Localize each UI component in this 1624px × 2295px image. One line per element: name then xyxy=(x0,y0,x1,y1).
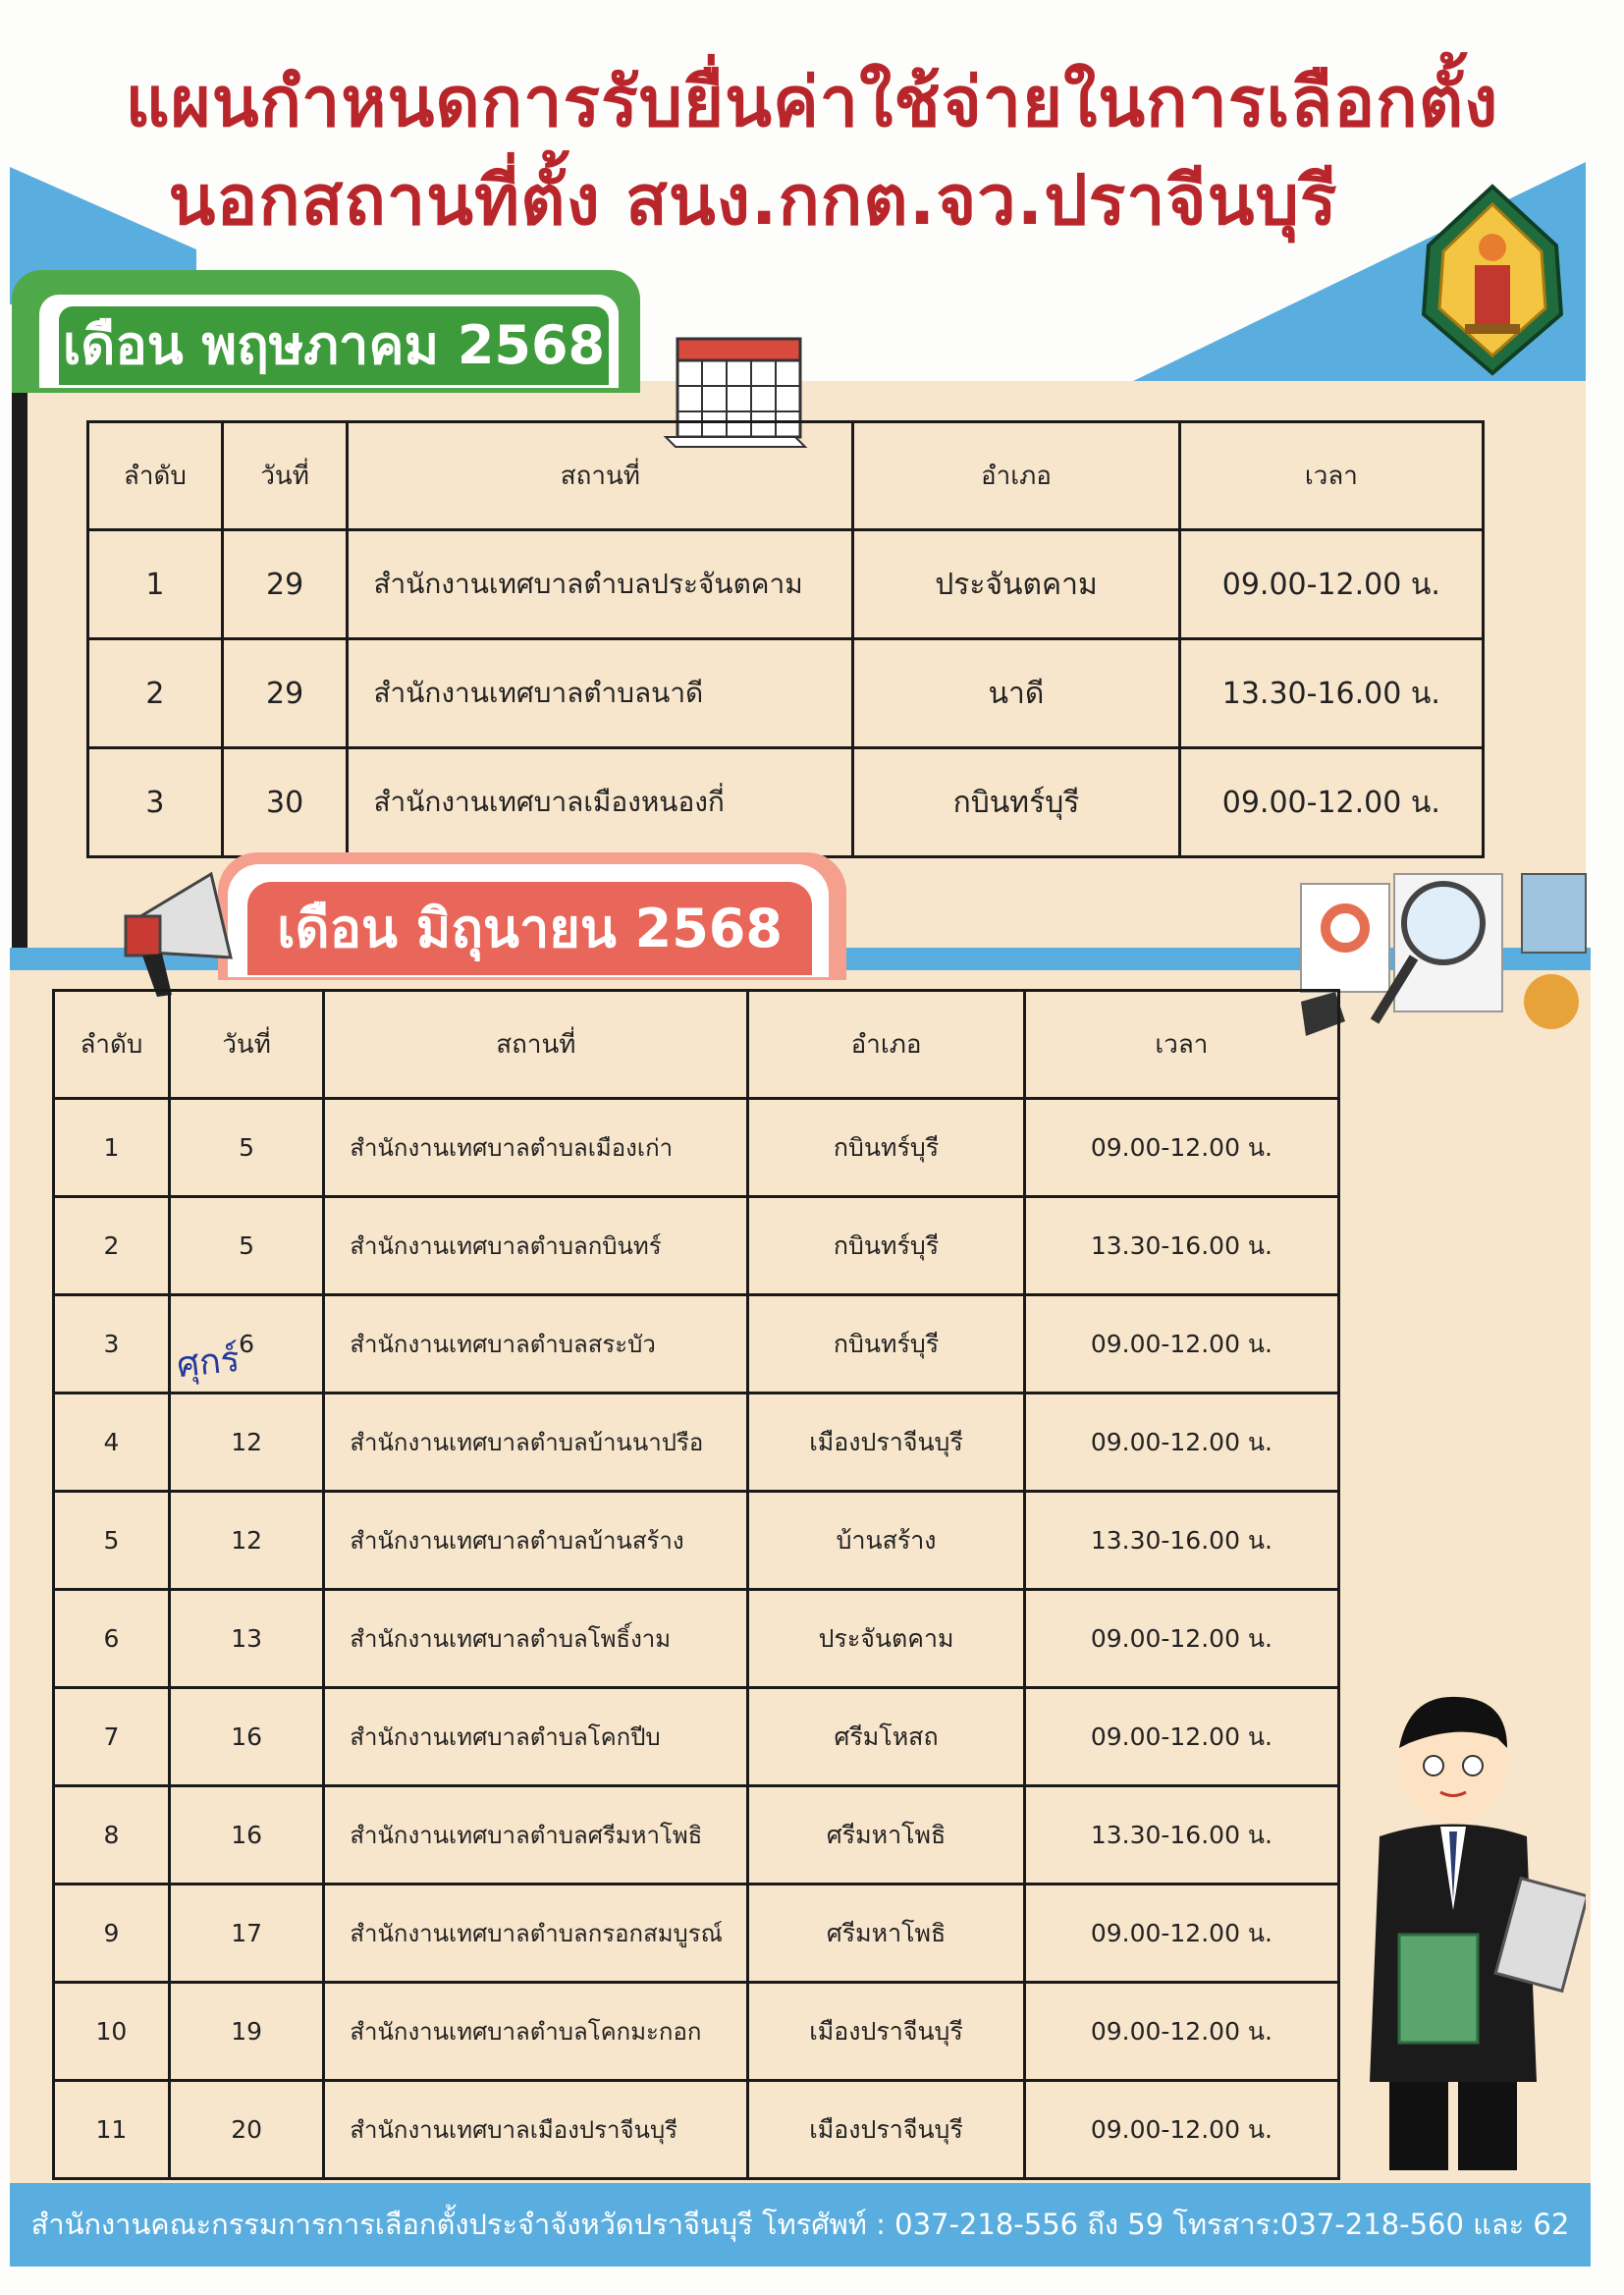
cell-location: สำนักงานเทศบาลตำบลโพธิ์งาม xyxy=(324,1590,748,1688)
cell-order: 6 xyxy=(54,1590,170,1688)
table-row xyxy=(54,1099,1339,1197)
cell-location: สำนักงานเทศบาลเมืองปราจีนบุรี xyxy=(324,2081,748,2179)
cell-location: สำนักงานเทศบาลตำบลกรอกสมบูรณ์ xyxy=(324,1885,748,1983)
table-row xyxy=(54,2081,1339,2179)
header-district: อำเภอ xyxy=(853,422,1179,530)
header-date: วันที่ xyxy=(169,991,324,1099)
cell-location: สำนักงานเทศบาลตำบลกบินทร์ xyxy=(324,1197,748,1295)
cell-district: กบินทร์บุรี xyxy=(853,748,1179,857)
cell-date: 12 xyxy=(169,1492,324,1590)
table-row xyxy=(54,1295,1339,1393)
cell-district: นาดี xyxy=(853,639,1179,748)
cell-time: 09.00-12.00 น. xyxy=(1024,1393,1338,1492)
handwritten-note: ศุกร์ xyxy=(175,1339,243,1387)
table-row xyxy=(88,530,1484,639)
cell-date: 29 xyxy=(222,639,348,748)
cell-time: 09.00-12.00 น. xyxy=(1024,1590,1338,1688)
cell-date: 12 xyxy=(169,1393,324,1492)
cell-location: สำนักงานเทศบาลตำบลบ้านสร้าง xyxy=(324,1492,748,1590)
table-header-row xyxy=(54,991,1339,1099)
table-row xyxy=(54,1492,1339,1590)
megaphone-icon xyxy=(118,859,245,1002)
cell-date: 5 xyxy=(169,1099,324,1197)
header-time: เวลา xyxy=(1024,991,1338,1099)
page-title-line1: แผนกำหนดการรับยื่นค่าใช้จ่ายในการเลือกตั้ง xyxy=(125,62,1499,142)
cell-district: กบินทร์บุรี xyxy=(748,1197,1025,1295)
cell-order: 2 xyxy=(54,1197,170,1295)
cell-location: สำนักงานเทศบาลตำบลบ้านนาปรือ xyxy=(324,1393,748,1492)
cell-location: สำนักงานเทศบาลตำบลโคกปีบ xyxy=(324,1688,748,1786)
cell-date: 5 xyxy=(169,1197,324,1295)
cell-location: สำนักงานเทศบาลเมืองหนองกี่ xyxy=(348,748,853,857)
cell-district: บ้านสร้าง xyxy=(748,1492,1025,1590)
cell-date: 6 xyxy=(169,1295,324,1393)
cell-date: 29 xyxy=(222,530,348,639)
table-row xyxy=(54,1688,1339,1786)
cell-date: 30 xyxy=(222,748,348,857)
cell-order: 7 xyxy=(54,1688,170,1786)
cell-time: 09.00-12.00 น. xyxy=(1024,1099,1338,1197)
table-row xyxy=(88,639,1484,748)
cell-order: 8 xyxy=(54,1786,170,1885)
cell-district: กบินทร์บุรี xyxy=(748,1295,1025,1393)
cell-location: สำนักงานเทศบาลตำบลโคกมะกอก xyxy=(324,1983,748,2081)
cell-time: 13.30-16.00 น. xyxy=(1179,639,1483,748)
cell-date: 20 xyxy=(169,2081,324,2179)
header-order: ลำดับ xyxy=(54,991,170,1099)
cell-time: 09.00-12.00 น. xyxy=(1024,1885,1338,1983)
june-month-label: เดือน มิถุนายน 2568 xyxy=(247,882,812,975)
emblem-icon xyxy=(1394,177,1591,383)
cell-date: 16 xyxy=(169,1688,324,1786)
cell-time: 09.00-12.00 น. xyxy=(1024,1688,1338,1786)
cell-time: 09.00-12.00 น. xyxy=(1179,530,1483,639)
cell-time: 09.00-12.00 น. xyxy=(1024,1983,1338,2081)
footer-contact: สำนักงานคณะกรรมการการเลือกตั้งประจำจังหวัดปราจีนบุรี โทรศัพท์ : 037-218-556 ถึง 59 โทรสาร:037-218-560 และ 62 xyxy=(10,2183,1591,2267)
cell-time: 09.00-12.00 น. xyxy=(1024,1295,1338,1393)
cell-district: เมืองปราจีนบุรี xyxy=(748,2081,1025,2179)
cell-order: 5 xyxy=(54,1492,170,1590)
header-location: สถานที่ xyxy=(324,991,748,1099)
cell-time: 13.30-16.00 น. xyxy=(1024,1786,1338,1885)
cell-district: เมืองปราจีนบุรี xyxy=(748,1393,1025,1492)
cell-district: เมืองปราจีนบุรี xyxy=(748,1983,1025,2081)
cell-time: 09.00-12.00 น. xyxy=(1024,2081,1338,2179)
table-header-row xyxy=(88,422,1484,530)
table-row xyxy=(54,1197,1339,1295)
cell-district: ประจันตคาม xyxy=(748,1590,1025,1688)
cell-district: ศรีมหาโพธิ xyxy=(748,1786,1025,1885)
table-row xyxy=(54,1393,1339,1492)
may-panel-edge xyxy=(12,383,27,962)
may-month-label xyxy=(59,306,609,385)
table-row xyxy=(54,1983,1339,2081)
businessman-icon xyxy=(1350,1689,1586,2180)
cell-date: 19 xyxy=(169,1983,324,2081)
cell-date: 16 xyxy=(169,1786,324,1885)
header-order: ลำดับ xyxy=(88,422,223,530)
cell-district: ประจันตคาม xyxy=(853,530,1179,639)
balance-sheet-icon xyxy=(1296,864,1591,1061)
cell-order: 9 xyxy=(54,1885,170,1983)
cell-location: สำนักงานเทศบาลตำบลศรีมหาโพธิ xyxy=(324,1786,748,1885)
cell-order: 10 xyxy=(54,1983,170,2081)
may-month-text: เดือน พฤษภาคม 2568 xyxy=(62,314,606,376)
cell-order: 3 xyxy=(88,748,223,857)
header-district: อำเภอ xyxy=(748,991,1025,1099)
header-time: เวลา xyxy=(1179,422,1483,530)
header-date: วันที่ xyxy=(222,422,348,530)
may-schedule-table xyxy=(86,420,1485,858)
cell-order: 4 xyxy=(54,1393,170,1492)
cell-location: สำนักงานเทศบาลตำบลสระบัว xyxy=(324,1295,748,1393)
cell-location: สำนักงานเทศบาลตำบลเมืองเก่า xyxy=(324,1099,748,1197)
cell-district: ศรีมหาโพธิ xyxy=(748,1885,1025,1983)
table-row xyxy=(54,1885,1339,1983)
cell-order: 1 xyxy=(88,530,223,639)
cell-time: 13.30-16.00 น. xyxy=(1024,1197,1338,1295)
cell-order: 2 xyxy=(88,639,223,748)
cell-date: 17 xyxy=(169,1885,324,1983)
table-row xyxy=(88,748,1484,857)
page-title-line2: นอกสถานที่ตั้ง สนง.กกต.จว.ปราจีนบุรี xyxy=(168,160,1338,241)
cell-district: กบินทร์บุรี xyxy=(748,1099,1025,1197)
cell-time: 13.30-16.00 น. xyxy=(1024,1492,1338,1590)
cell-order: 11 xyxy=(54,2081,170,2179)
cell-location: สำนักงานเทศบาลตำบลประจันตคาม xyxy=(348,530,853,639)
header-location: สถานที่ xyxy=(348,422,853,530)
cell-time: 09.00-12.00 น. xyxy=(1179,748,1483,857)
june-schedule-table xyxy=(52,989,1340,2180)
cell-district: ศรีมโหสถ xyxy=(748,1688,1025,1786)
table-row xyxy=(54,1786,1339,1885)
cell-order: 3 xyxy=(54,1295,170,1393)
table-row xyxy=(54,1590,1339,1688)
cell-date: 13 xyxy=(169,1590,324,1688)
cell-location: สำนักงานเทศบาลตำบลนาดี xyxy=(348,639,853,748)
cell-order: 1 xyxy=(54,1099,170,1197)
